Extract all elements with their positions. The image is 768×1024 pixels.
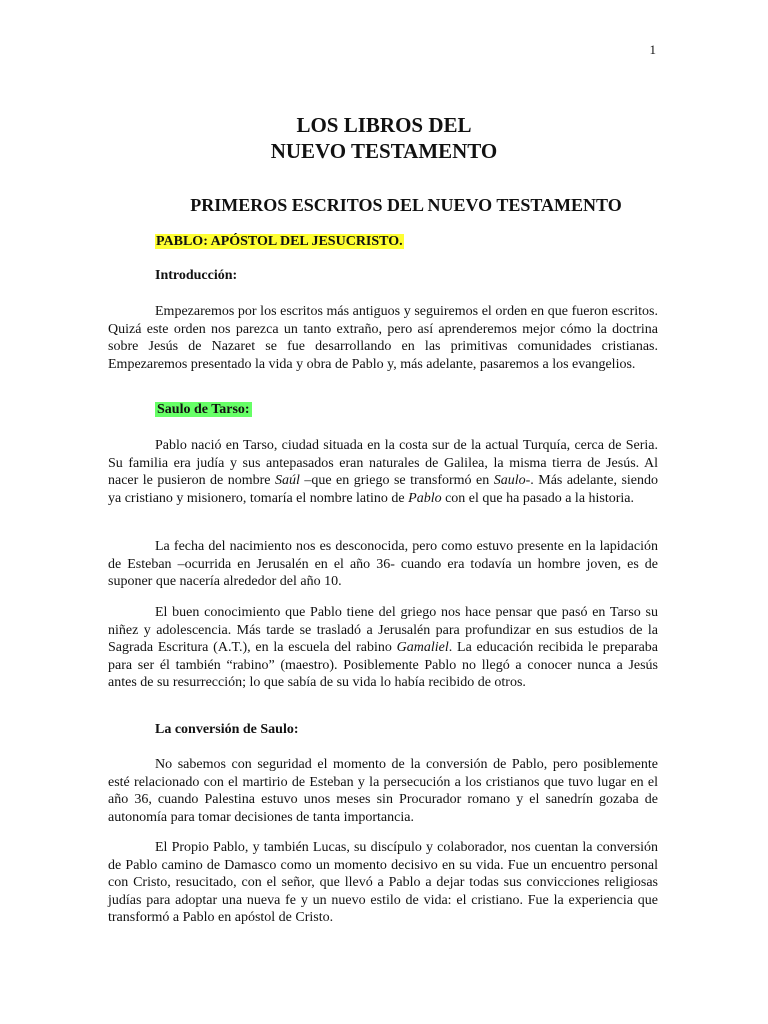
saulo-text-1: Pablo nació en Tarso, ciudad situada en la costa sur de la actual Turquía, cerca de Seria. Su familia era judía y sus antepasados eran naturales de Galilea, la misma tierra de Jesús. Al nacer le pusieron de nombre [108,438,658,488]
saulo-text-3: -. Más adelante, siendo ya cristiano y misionero, tomaría el nombre latino de [108,473,658,506]
heading-saulo-text: Saulo de Tarso: [157,402,250,417]
saulo-text-2: –que en griego se transformó en [299,473,494,488]
pablo-name: Pablo [408,490,442,506]
document-title [0,112,768,164]
greek-text-2: . La educación recibida le preparaba para ser él también “rabino” (maestro). Posiblemente Pablo no llegó a conocer nunca a Jesús antes de su resurrección; lo que sabía de su vida lo había recibido de otros. [108,640,658,690]
heading-pablo-text: PABLO: APÓSTOL DEL JESUCRISTO. [156,234,403,249]
heading-saulo [155,402,252,418]
title-line-1: LOS LIBROS DEL [296,113,472,137]
title-line-2: NUEVO TESTAMENTO [270,139,498,163]
saulo-paragraph [108,437,658,507]
birth-paragraph: La fecha del nacimiento nos es desconocida, pero como estuvo presente en la lapidación de Esteban –ocurrida en Jerusalén en el año 36- cuando era todavía un hombre joven, es de suponer que nacería alrededor del año 10. [108,539,658,589]
conversion-paragraph-2: El Propio Pablo, y también Lucas, su discípulo y colaborador, nos cuentan la conversión de Pablo camino de Damasco como un momento decisivo en su vida. Fue un encuentro personal con Cristo, resucitado, con el señor, que llevó a Pablo a dejar todas sus convicciones religiosas judías para adoptar una nueva fe y un nuevo estilo de vida: el cristiano. Fue la experiencia que transformó a Pablo en apóstol de Cristo. [108,840,658,925]
conversion-paragraph-1: No sabemos con seguridad el momento de la conversión de Pablo, pero posiblemente esté relacionado con el martirio de Esteban y la persecución a los cristianos que tuvo lugar en el año 36, cuando Palestina estuvo unos meses sin Procurador romano y el sanedrín gozaba de autonomía para tomar decisiones de tanta importancia. [108,757,658,825]
heading-pablo [155,234,404,250]
section-title: PRIMEROS ESCRITOS DEL NUEVO TESTAMENTO [190,195,622,215]
saulo-text-4: con el que ha pasado a la historia. [441,490,635,506]
saul-name: Saúl [274,473,300,488]
intro-paragraph: Empezaremos por los escritos más antiguos y seguiremos el orden en que fueron escritos. Quizá este orden nos parezca un tanto extraño, pero así aprenderemos mejor cómo la doctrina sobre Jesús de Nazaret se fue desarrollando en las primitivas comunidades cristianas. Empezaremos presentado la vida y obra de Pablo y, más adelante, pasaremos a los evangelios. [108,304,658,372]
greek-paragraph [108,604,658,692]
page-number: 1 [649,42,656,57]
heading-introduccion: Introducción: [155,268,238,283]
heading-conversion: La conversión de Saulo: [155,722,299,737]
gamaliel-name: Gamaliel [396,640,449,655]
greek-text-1: El buen conocimiento que Pablo tiene del griego nos hace pensar que pasó en Tarso su niñez y adolescencia. Más tarde se trasladó a Jerusalén para profundizar en sus estudios de la Sagrada Escritura (A.T.), en la escuela del rabino [108,605,658,655]
saulo-name: Saulo [493,473,526,488]
